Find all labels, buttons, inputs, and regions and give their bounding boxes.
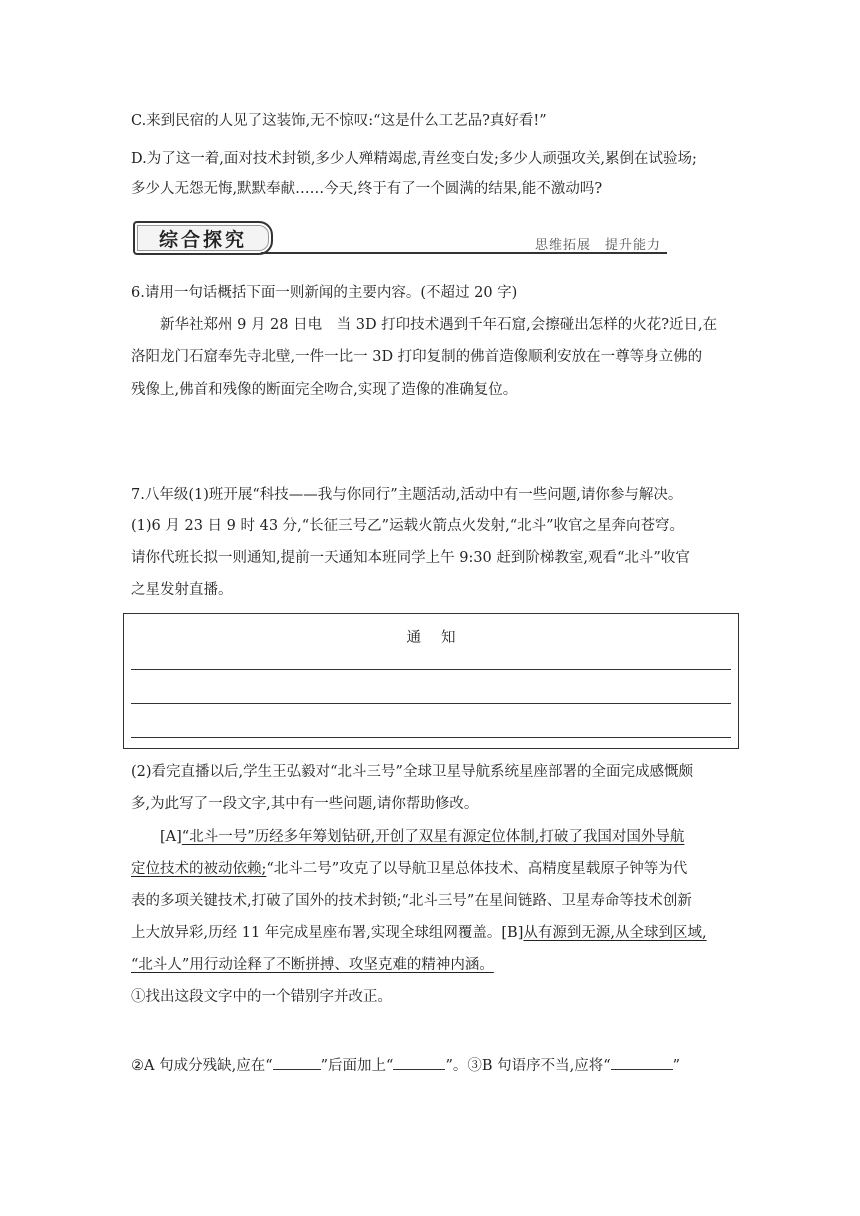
- banner-sub-2: 提升能力: [604, 238, 661, 253]
- sentence-a-label: [A]: [160, 829, 182, 845]
- sentence-b-label: [B]: [501, 925, 524, 941]
- sub2-text-b: ”后面加上“: [320, 1058, 394, 1074]
- sentence-a-part1: “北斗一号”历经多年筹划钻研,开创了双星有源定位体制,打破了我国对国外导航: [181, 829, 685, 845]
- q7-part2-line1: (2)看完直播以后,学生王弘毅对“北斗三号”全球卫星导航系统星座部署的全面完成感慨颇: [131, 764, 693, 780]
- banner-title: 综合探究: [158, 228, 247, 251]
- sentence-b-part2: “北斗人”用行动诠释了不断拼搏、攻坚克难的精神内涵。: [131, 957, 494, 973]
- banner-tab: [133, 221, 273, 255]
- para-line4: [131, 923, 707, 943]
- para-line3: 表的多项关键技术,打破了国外的技术封锁;“北斗三号”在星间链路、卫星寿命等技术创新: [131, 893, 692, 909]
- banner-sub-1: 思维拓展: [534, 238, 591, 253]
- sub2-text-a: ②A 句成分残缺,应在“: [131, 1058, 273, 1074]
- sub2-text-c: ”。③B 句语序不当,应将“: [445, 1058, 611, 1074]
- para-line5: [131, 955, 494, 975]
- sentence-a-part2: 定位技术的被动依赖;: [131, 861, 267, 877]
- para-line2-rest: “北斗二号”攻克了以导航卫星总体技术、高精度星载原子钟等为代: [266, 861, 688, 877]
- q6-news-line3: 残像上,佛首和残像的断面完全吻合,实现了造像的准确复位。: [131, 382, 518, 398]
- answer-blank[interactable]: [393, 1055, 445, 1070]
- para-line1: [160, 827, 684, 847]
- q7-prompt: 7.八年级(1)班开展“科技——我与你同行”主题活动,活动中有一些问题,请你参与解决。: [131, 487, 683, 503]
- answer-line[interactable]: [131, 669, 731, 670]
- banner-subtitle: [535, 234, 661, 253]
- answer-line[interactable]: [131, 737, 731, 738]
- q6-prompt: 6.请用一句话概括下面一则新闻的主要内容。(不超过 20 字): [131, 285, 518, 301]
- answer-blank[interactable]: [611, 1055, 673, 1070]
- option-c: C.来到民宿的人见了这装饰,无不惊叹:“这是什么工艺品?真好看!”: [131, 113, 547, 129]
- answer-blank[interactable]: [273, 1055, 321, 1070]
- q7-sub2: [131, 1055, 680, 1076]
- para-line2: [131, 859, 687, 879]
- q7-part1-line1: (1)6 月 23 日 9 时 43 分,“长征三号乙”运载火箭点火发射,“北斗”收官之星奔向苍穹。: [131, 518, 685, 534]
- q7-part1-line2: 请你代班长拟一则通知,提前一天通知本班同学上午 9:30 赶到阶梯教室,观看“北斗”收官: [131, 550, 690, 566]
- sub2-text-d: ”: [672, 1058, 681, 1074]
- q7-part2-line2: 多,为此写了一段文字,其中有一些问题,请你帮助修改。: [131, 796, 479, 812]
- answer-line[interactable]: [131, 703, 731, 704]
- option-d-line1: D.为了这一着,面对技术封锁,多少人殚精竭虑,青丝变白发;多少人顽强攻关,累倒在试验场;: [131, 151, 697, 167]
- section-banner: [131, 221, 667, 261]
- q7-part1-line3: 之星发射直播。: [131, 582, 233, 598]
- notice-title: 通知: [406, 630, 476, 646]
- q7-sub1: ①找出这段文字中的一个错别字并改正。: [131, 989, 392, 1005]
- q6-news-line1: 新华社郑州 9 月 28 日电 当 3D 打印技术遇到千年石窟,会擦碰出怎样的火花?近日,在: [160, 317, 718, 333]
- sentence-b-part1: 从有源到无源,从全球到区域,: [523, 925, 707, 941]
- option-d-line2: 多少人无怨无悔,默默奉献……今天,终于有了一个圆满的结果,能不激动吗?: [131, 181, 603, 197]
- q6-news-line2: 洛阳龙门石窟奉先寺北壁,一件一比一 3D 打印复制的佛首造像顺利安放在一尊等身立佛的: [131, 349, 703, 365]
- notice-answer-box: [123, 613, 739, 749]
- para-line4-text: 上大放异彩,历经 11 年完成星座布署,实现全球组网覆盖。: [131, 925, 502, 941]
